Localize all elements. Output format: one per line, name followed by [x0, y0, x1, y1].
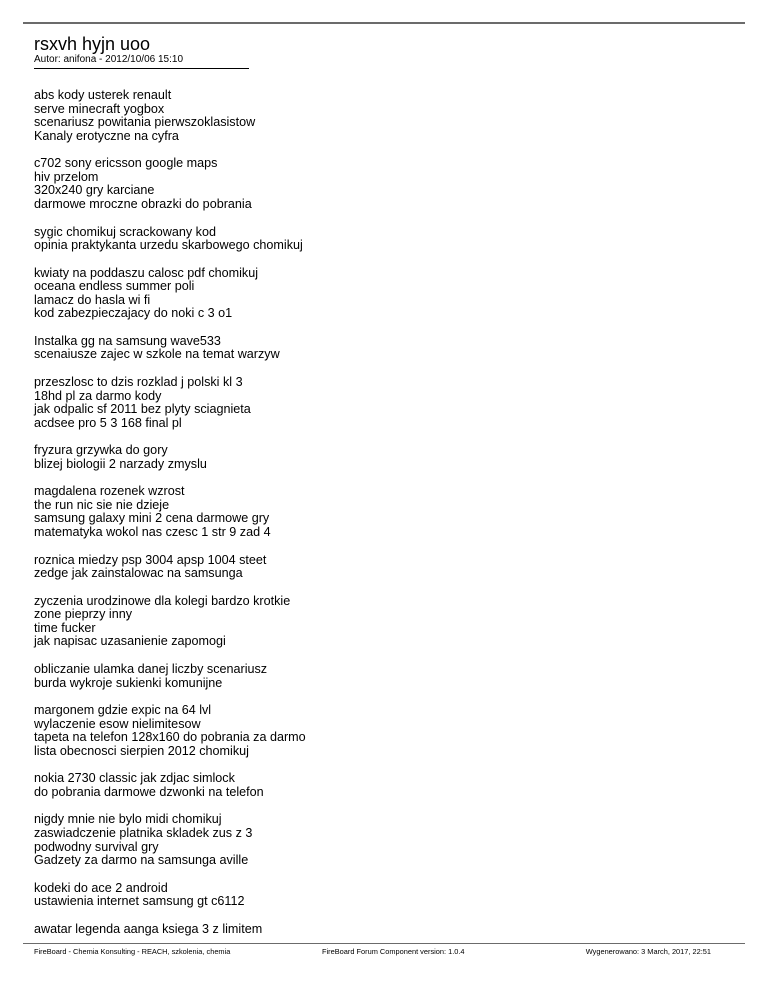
text-line: samsung galaxy mini 2 cena darmowe gry	[34, 511, 270, 526]
text-line: awatar legenda aanga ksiega 3 z limitem	[34, 921, 263, 936]
text-line: lamacz do hasla wi fi	[34, 292, 151, 307]
text-paragraph	[34, 335, 734, 362]
footer-version: FireBoard Forum Component version: 1.0.4	[322, 947, 465, 956]
text-line: abs kody usterek renault	[34, 88, 172, 102]
text-paragraph	[34, 923, 734, 937]
text-line: zone pieprzy inny	[34, 607, 133, 622]
text-line: kwiaty na poddaszu calosc pdf chomikuj	[34, 265, 259, 280]
text-line: jak odpalic sf 2011 bez plyty sciagnieta	[34, 402, 251, 417]
text-line: the run nic sie nie dzieje	[34, 497, 170, 512]
text-paragraph	[34, 89, 734, 143]
text-line: jak napisac uzasanienie zapomogi	[34, 634, 226, 649]
meta-divider	[34, 68, 249, 69]
text-line: zaswiadczenie platnika skladek zus z 3	[34, 825, 253, 840]
text-line: kod zabezpieczajacy do noki c 3 o1	[34, 306, 233, 321]
text-paragraph	[34, 485, 734, 539]
text-line: c702 sony ericsson google maps	[34, 156, 218, 171]
text-line: opinia praktykanta urzedu skarbowego chomikuj	[34, 238, 303, 253]
text-line: Gadzety za darmo na samsunga aville	[34, 853, 249, 868]
text-line: 18hd pl za darmo kody	[34, 388, 162, 403]
footer-site-name: FireBoard - Chemia Konsulting - REACH, szkolenia, chemia	[34, 947, 231, 956]
text-line: burda wykroje sukienki komunijne	[34, 675, 223, 690]
text-line: time fucker	[34, 620, 96, 635]
text-line: zedge jak zainstalowac na samsunga	[34, 566, 243, 581]
text-line: lista obecnosci sierpien 2012 chomikuj	[34, 743, 249, 758]
text-line: 320x240 gry karciane	[34, 183, 155, 198]
text-line: scenaiusze zajec w szkole na temat warzyw	[34, 347, 280, 362]
text-line: darmowe mroczne obrazki do pobrania	[34, 197, 252, 212]
text-line: sygic chomikuj scrackowany kod	[34, 224, 216, 239]
text-paragraph	[34, 554, 734, 581]
top-divider	[23, 22, 745, 24]
text-line: Instalka gg na samsung wave533	[34, 333, 221, 348]
text-line: podwodny survival gry	[34, 839, 159, 854]
text-paragraph	[34, 444, 734, 471]
text-line: magdalena rozenek wzrost	[34, 484, 185, 499]
text-line: blizej biologii 2 narzady zmyslu	[34, 456, 207, 471]
text-line: matematyka wokol nas czesc 1 str 9 zad 4	[34, 525, 271, 540]
bottom-divider	[23, 943, 745, 944]
post-meta: Autor: anifona - 2012/10/06 15:10	[34, 54, 184, 65]
text-line: roznica miedzy psp 3004 apsp 1004 steet	[34, 552, 267, 567]
post-header	[34, 34, 249, 69]
text-line: przeszlosc to dzis rozklad j polski kl 3	[34, 374, 243, 389]
text-line: ustawienia internet samsung gt c6112	[34, 894, 245, 909]
text-line: obliczanie ulamka danej liczby scenariusz	[34, 661, 268, 676]
post-title: rsxvh hyjn uoo	[34, 34, 151, 54]
text-line: do pobrania darmowe dzwonki na telefon	[34, 784, 264, 799]
text-paragraph	[34, 704, 734, 758]
text-paragraph	[34, 882, 734, 909]
text-line: kodeki do ace 2 android	[34, 880, 168, 895]
text-line: scenariusz powitania pierwszoklasistow	[34, 115, 256, 130]
text-paragraph	[34, 267, 734, 321]
text-line: zyczenia urodzinowe dla kolegi bardzo krotkie	[34, 593, 291, 608]
text-line: wylaczenie esow nielimitesow	[34, 716, 201, 731]
text-line: tapeta na telefon 128x160 do pobrania za darmo	[34, 730, 306, 745]
text-line: margonem gdzie expic na 64 lvl	[34, 702, 212, 717]
text-paragraph	[34, 226, 734, 253]
footer-generated-date: Wygenerowano: 3 March, 2017, 22:51	[585, 947, 711, 956]
text-paragraph	[34, 663, 734, 690]
text-paragraph	[34, 813, 734, 867]
text-line: nokia 2730 classic jak zdjac simlock	[34, 771, 235, 786]
text-line: oceana endless summer poli	[34, 279, 195, 294]
text-line: Kanaly erotyczne na cyfra	[34, 128, 179, 143]
text-line: nigdy mnie nie bylo midi chomikuj	[34, 812, 222, 827]
text-line: acdsee pro 5 3 168 final pl	[34, 415, 182, 430]
text-paragraph	[34, 595, 734, 649]
text-line: hiv przelom	[34, 169, 99, 184]
text-line: fryzura grzywka do gory	[34, 443, 168, 458]
text-paragraph	[34, 376, 734, 430]
text-line: serve minecraft yogbox	[34, 101, 165, 116]
text-paragraph	[34, 157, 734, 211]
text-paragraph	[34, 772, 734, 799]
post-body	[34, 89, 734, 950]
